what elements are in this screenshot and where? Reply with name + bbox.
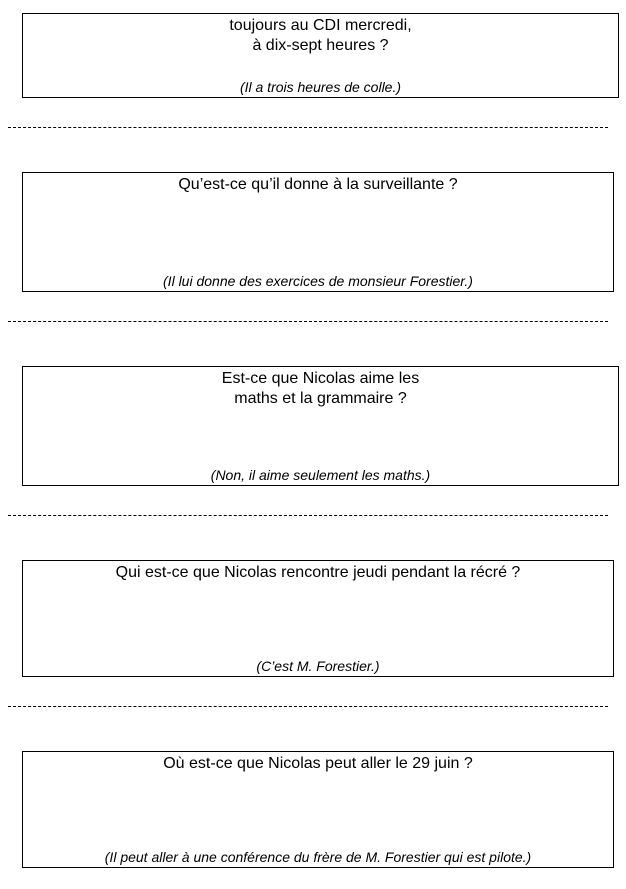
answer-text: (Il lui donne des exercices de monsieur Forestier.) (163, 273, 473, 289)
cut-line (8, 321, 608, 322)
cut-line (8, 127, 608, 128)
question-card-4 (22, 560, 614, 677)
question-text: Qu’est-ce qu’il donne à la surveillante ? (178, 176, 458, 193)
question-text: Qui est-ce que Nicolas rencontre jeudi pendant la récré ? (115, 564, 521, 581)
answer-text: (Il a trois heures de colle.) (239, 79, 402, 95)
question-card-3 (22, 366, 619, 486)
question-card-5 (22, 751, 614, 868)
answer-text: (Il peut aller à une conférence du frère de M. Forestier qui est pilote.) (104, 849, 532, 865)
answer-text: (Non, il aime seulement les maths.) (210, 467, 431, 483)
cut-line (8, 706, 608, 707)
answer-text: (C’est M. Forestier.) (256, 658, 380, 674)
question-card-1 (22, 13, 619, 98)
question-text: Est-ce que Nicolas aime les maths et la grammaire ? (221, 370, 420, 407)
question-card-2 (22, 172, 614, 292)
cut-line (8, 515, 608, 516)
question-text: Où est-ce que Nicolas peut aller le 29 juin ? (163, 755, 473, 772)
question-text: toujours au CDI mercredi, à dix-sept heures ? (229, 17, 412, 54)
